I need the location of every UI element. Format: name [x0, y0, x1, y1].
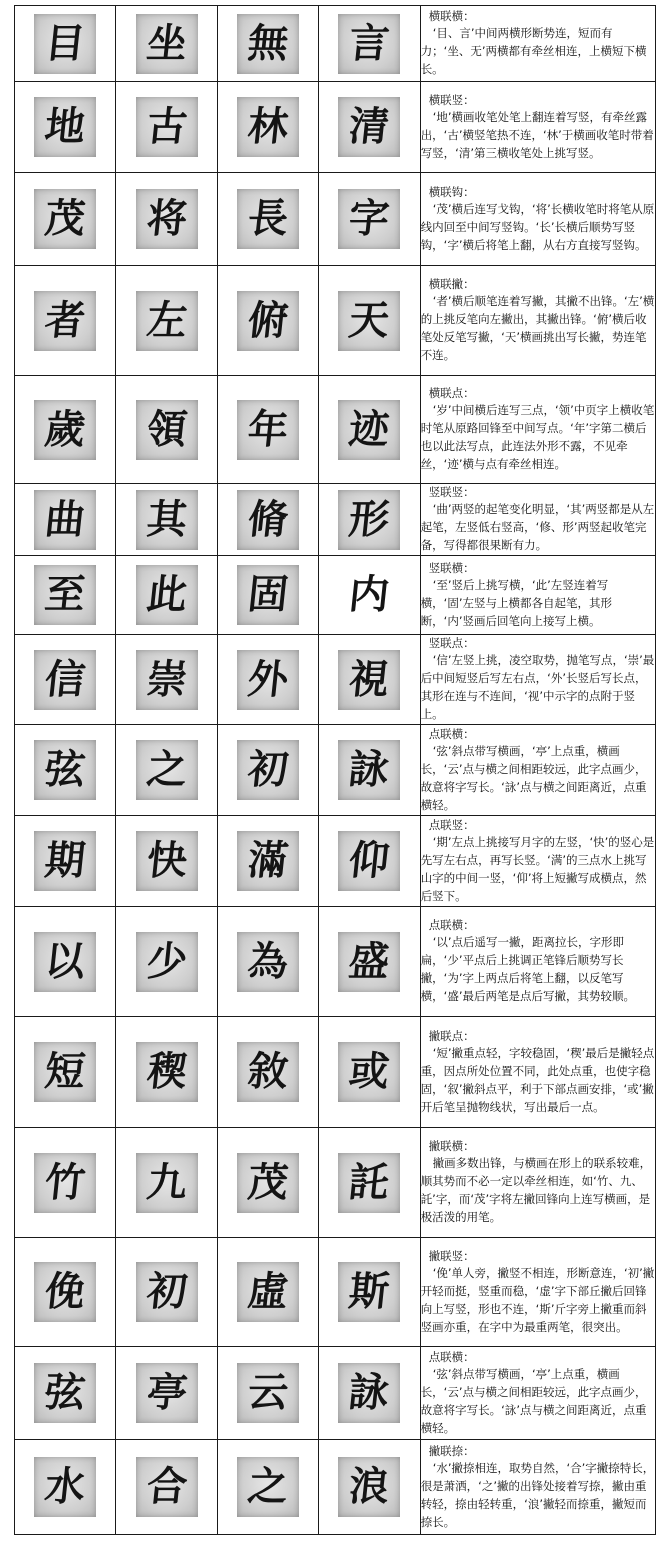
- calligraphy-glyph: 俯: [245, 296, 291, 344]
- calligraphy-glyph: 茂: [42, 195, 88, 242]
- table-row: [15, 907, 656, 1017]
- character-cell: [319, 6, 420, 82]
- character-cell: [217, 725, 318, 816]
- calligraphy-sample: [237, 1042, 299, 1102]
- calligraphy-sample: [338, 1153, 400, 1213]
- character-cell: [217, 1238, 318, 1347]
- calligraphy-glyph: 外: [245, 655, 291, 703]
- calligraphy-sample: [34, 1153, 96, 1213]
- calligraphy-glyph: 脩: [245, 495, 291, 543]
- table-row: [15, 725, 656, 816]
- character-cell: [217, 376, 318, 484]
- calligraphy-glyph: 崇: [144, 655, 190, 703]
- stroke-connection-title: 点联竖：: [428, 817, 475, 832]
- calligraphy-sample: [338, 1457, 400, 1517]
- calligraphy-sample: [338, 932, 400, 992]
- stroke-connection-title: 竖联横：: [428, 560, 475, 575]
- character-cell: [217, 266, 318, 376]
- calligraphy-glyph: 詠: [347, 1369, 392, 1416]
- calligraphy-sample: [338, 831, 400, 891]
- table-row: [15, 1440, 656, 1535]
- character-cell: [116, 173, 217, 266]
- calligraphy-glyph: 目: [42, 19, 88, 67]
- stroke-connection-title: 竖联点：: [428, 636, 475, 650]
- calligraphy-glyph: 滿: [245, 837, 291, 884]
- calligraphy-sample: [237, 14, 299, 74]
- calligraphy-sample: [237, 565, 299, 625]
- character-cell: [217, 173, 318, 266]
- character-cell: [116, 376, 217, 484]
- calligraphy-glyph: 字: [347, 195, 392, 242]
- character-cell: [116, 1440, 217, 1535]
- calligraphy-glyph: 古: [144, 103, 190, 150]
- calligraphy-sample: [136, 1363, 198, 1423]
- stroke-connection-title: 点联横：: [428, 918, 475, 932]
- character-cell: [116, 907, 217, 1017]
- character-cell: [319, 173, 420, 266]
- table-row: [15, 484, 656, 556]
- calligraphy-sample: [136, 291, 198, 351]
- calligraphy-sample: [237, 400, 299, 460]
- table-row: [15, 266, 656, 376]
- character-cell: [116, 556, 217, 635]
- calligraphy-sample: [34, 1262, 96, 1322]
- stroke-connection-description: ‘弦’斜点带写横画，‘亭’上点重，横画长，‘云’点与横之间相距较远，此字点画少，故意将字写长。‘詠’点与横之间距离近，点重横轻。: [420, 743, 647, 812]
- calligraphy-sample: [237, 1262, 299, 1322]
- character-cell: [116, 1238, 217, 1347]
- calligraphy-sample: [136, 1153, 198, 1213]
- character-cell: [217, 1347, 318, 1440]
- calligraphy-sample: [34, 97, 96, 157]
- calligraphy-sample: [237, 490, 299, 550]
- calligraphy-glyph: 之: [144, 746, 190, 793]
- character-cell: [15, 556, 116, 635]
- character-cell: [15, 82, 116, 173]
- stroke-connection-description: ‘茂’横后连写戈钩，‘将’长横收笔时将笔从原线内回至中间写竖钩。‘长’长横后顺势写竖钩，‘字’横后将笔上翻，从右方直接写竖钩。: [420, 201, 655, 252]
- table-row: [15, 6, 656, 82]
- character-cell: [217, 556, 318, 635]
- calligraphy-glyph: 天: [347, 296, 392, 344]
- calligraphy-glyph: 者: [42, 296, 88, 344]
- description-cell: [420, 816, 655, 907]
- calligraphy-sample: [136, 740, 198, 800]
- calligraphy-sample: [34, 1042, 96, 1102]
- stroke-connection-title: 撇联横：: [428, 1139, 475, 1153]
- character-cell: [116, 484, 217, 556]
- stroke-connection-description: ‘目、言’中间两横形断势连，短而有力；‘坐、无’两横都有牵丝相连，上横短下横长。: [420, 26, 647, 76]
- character-cell: [15, 376, 116, 484]
- character-cell: [217, 6, 318, 82]
- stroke-connection-title: 点联横：: [428, 726, 475, 741]
- table-row: [15, 82, 656, 173]
- calligraphy-sample: [338, 97, 400, 157]
- calligraphy-glyph: 弦: [42, 1369, 88, 1416]
- stroke-connection-description: ‘以’点后遥写一撇，距离拉长，字形即扁，‘少’平点后上挑调正笔锋后顺势写长撇，‘为’字上两点后将笔上翻，以反笔写横，‘盛’最后两笔是点后写撇，其势较顺。: [420, 935, 635, 1003]
- calligraphy-glyph: 期: [42, 837, 88, 884]
- character-cell: [319, 376, 420, 484]
- character-cell: [319, 82, 420, 173]
- character-cell: [217, 907, 318, 1017]
- description-cell: [420, 725, 655, 816]
- calligraphy-glyph: 清: [347, 103, 392, 150]
- stroke-connection-description: ‘信’左竖上挑，凌空取势，抛笔写点，‘崇’最后中间短竖后写左右点，‘外’长竖后写长点，其形在连与不连间，‘视’中示字的点附于竖上。: [420, 653, 655, 721]
- calligraphy-glyph: 快: [144, 837, 190, 884]
- description-cell: [420, 1128, 655, 1238]
- stroke-connection-title: 点联横：: [428, 1349, 475, 1364]
- description-cell: [420, 635, 655, 725]
- calligraphy-glyph: 固: [245, 571, 291, 618]
- description-cell: [420, 1238, 655, 1347]
- calligraphy-sample: [34, 490, 96, 550]
- character-cell: [15, 907, 116, 1017]
- stroke-connection-description: 撇画多数出锋，与横画在形上的联系较难，顺其势而不必一定以牵丝相连，如‘竹、九、託’字，而‘茂’字将左撇回锋向上连写横画，是极活泼的用笔。: [420, 1156, 652, 1224]
- character-cell: [15, 725, 116, 816]
- calligraphy-sample: [237, 650, 299, 710]
- calligraphy-sample: [338, 1363, 400, 1423]
- calligraphy-glyph: 稧: [144, 1048, 190, 1095]
- calligraphy-glyph: 将: [144, 195, 190, 242]
- calligraphy-glyph: 云: [245, 1369, 291, 1416]
- calligraphy-glyph: 亭: [144, 1369, 190, 1416]
- character-cell: [319, 907, 420, 1017]
- character-cell: [15, 173, 116, 266]
- table-row: [15, 173, 656, 266]
- stroke-connection-title: 撇联捺：: [428, 1443, 475, 1458]
- character-cell: [15, 816, 116, 907]
- calligraphy-glyph: 長: [245, 195, 291, 242]
- calligraphy-glyph: 詠: [347, 746, 392, 793]
- calligraphy-glyph: 初: [144, 1268, 190, 1315]
- calligraphy-glyph: 盛: [347, 937, 392, 985]
- calligraphy-sample: [34, 291, 96, 351]
- table-row: [15, 1017, 656, 1128]
- calligraphy-sample: [338, 1042, 400, 1102]
- character-cell: [217, 635, 318, 725]
- calligraphy-glyph: 託: [347, 1158, 392, 1206]
- character-cell: [217, 816, 318, 907]
- stroke-connection-description: ‘水’撇捺相连，取势自然，‘合’字撇捺特长，很是萧洒，‘之’撇的出锋处接着写捺，撇由重转轻，捺由轻转重，‘浪’撇轻而捺重，撇短而捺长。: [420, 1460, 655, 1529]
- character-cell: [15, 1017, 116, 1128]
- calligraphy-glyph: 内: [347, 571, 392, 618]
- table-row: [15, 1238, 656, 1347]
- calligraphy-sample: [136, 189, 198, 249]
- stroke-connection-title: 横联点：: [428, 386, 475, 400]
- calligraphy-glyph: 歲: [42, 405, 88, 453]
- calligraphy-glyph: 信: [42, 655, 88, 703]
- character-cell: [319, 266, 420, 376]
- calligraphy-sample: [136, 97, 198, 157]
- calligraphy-sample: [136, 1262, 198, 1322]
- calligraphy-sample: [34, 1457, 96, 1517]
- calligraphy-glyph: 此: [144, 571, 190, 618]
- calligraphy-glyph: 迹: [347, 405, 392, 453]
- character-cell: [15, 1238, 116, 1347]
- character-cell: [319, 484, 420, 556]
- character-cell: [116, 816, 217, 907]
- calligraphy-glyph: 年: [245, 405, 291, 453]
- character-cell: [15, 1347, 116, 1440]
- calligraphy-glyph: 為: [245, 937, 291, 985]
- calligraphy-glyph: 初: [245, 746, 291, 793]
- stroke-connection-description: ‘地’横画收笔处笔上翻连着写竖，有牵丝露出，‘古’横竖笔热不连，‘林’于横画收笔时带着写竖，‘清’第三横收笔处上挑写竖。: [420, 109, 654, 160]
- calligraphy-sample: [136, 650, 198, 710]
- description-cell: [420, 6, 655, 82]
- character-cell: [217, 1017, 318, 1128]
- calligraphy-sample: [34, 14, 96, 74]
- calligraphy-glyph: 言: [347, 19, 392, 67]
- calligraphy-sample: [136, 565, 198, 625]
- character-cell: [15, 266, 116, 376]
- calligraphy-table: [14, 5, 656, 1535]
- character-cell: [116, 82, 217, 173]
- character-cell: [15, 1440, 116, 1535]
- calligraphy-sample: [338, 291, 400, 351]
- calligraphy-sample: [34, 831, 96, 891]
- calligraphy-glyph: 其: [144, 495, 190, 543]
- calligraphy-glyph: 地: [42, 103, 88, 150]
- calligraphy-glyph: 仰: [347, 837, 392, 884]
- calligraphy-glyph: 無: [245, 19, 291, 67]
- stroke-connection-title: 横联钩：: [428, 184, 475, 199]
- calligraphy-sample: [34, 565, 96, 625]
- character-cell: [319, 1128, 420, 1238]
- description-cell: [420, 1347, 655, 1440]
- character-cell: [217, 1128, 318, 1238]
- calligraphy-sample: [136, 932, 198, 992]
- calligraphy-sample: [237, 1457, 299, 1517]
- character-cell: [319, 725, 420, 816]
- character-cell: [319, 1017, 420, 1128]
- calligraphy-glyph: 之: [245, 1463, 291, 1510]
- character-cell: [116, 1017, 217, 1128]
- stroke-connection-title: 竖联竖：: [428, 485, 475, 499]
- calligraphy-sample: [237, 189, 299, 249]
- calligraphy-sample: [338, 1262, 400, 1322]
- description-cell: [420, 556, 655, 635]
- calligraphy-glyph: 俛: [42, 1268, 88, 1315]
- calligraphy-sample: [136, 490, 198, 550]
- calligraphy-sample: [237, 932, 299, 992]
- calligraphy-sample: [34, 740, 96, 800]
- calligraphy-glyph: 視: [347, 655, 392, 703]
- table-row: [15, 1128, 656, 1238]
- stroke-connection-title: 横联横：: [428, 9, 475, 23]
- calligraphy-glyph: 弦: [42, 746, 88, 793]
- stroke-connection-title: 撇联点：: [428, 1028, 475, 1043]
- calligraphy-glyph: 林: [245, 103, 291, 150]
- character-cell: [15, 1128, 116, 1238]
- calligraphy-glyph: 曲: [42, 495, 88, 543]
- character-cell: [217, 82, 318, 173]
- character-cell: [319, 556, 420, 635]
- calligraphy-glyph: 短: [42, 1048, 88, 1095]
- calligraphy-sample: [34, 932, 96, 992]
- calligraphy-glyph: 少: [144, 937, 190, 985]
- calligraphy-sample: [338, 400, 400, 460]
- stroke-connection-title: 横联撇：: [428, 277, 475, 291]
- character-cell: [319, 635, 420, 725]
- character-cell: [116, 1128, 217, 1238]
- calligraphy-glyph: 浪: [347, 1463, 392, 1510]
- calligraphy-sample: [34, 650, 96, 710]
- description-cell: [420, 484, 655, 556]
- stroke-connection-title: 撇联竖：: [428, 1248, 475, 1263]
- calligraphy-sample: [136, 1042, 198, 1102]
- description-cell: [420, 907, 655, 1017]
- character-cell: [15, 6, 116, 82]
- character-cell: [116, 725, 217, 816]
- description-cell: [420, 1440, 655, 1535]
- calligraphy-sample: [237, 740, 299, 800]
- stroke-connection-description: ‘岁’中间横后连写三点，‘领’中页字上横收笔时笔从原路回锋至中间写点。‘年’字第二横后也以此法写点，此连法外形不露，不见牵丝，‘迹’横与点有牵丝相连。: [420, 403, 655, 471]
- stroke-connection-description: ‘短’撇重点轻，字较稳固，‘稧’最后是撇轻点重，因点所处位置不同，此处点重，也使字稳固，‘叙’撇斜点平，利于下部点画安排，‘或’撇开后笔呈抛物线状，写出最后一点。: [420, 1045, 655, 1114]
- calligraphy-sample: [136, 14, 198, 74]
- calligraphy-sample: [338, 189, 400, 249]
- description-cell: [420, 266, 655, 376]
- calligraphy-glyph: 敘: [245, 1048, 291, 1095]
- character-cell: [15, 484, 116, 556]
- calligraphy-sample: [338, 565, 400, 625]
- calligraphy-glyph: 竹: [42, 1158, 88, 1206]
- character-cell: [319, 1347, 420, 1440]
- character-cell: [217, 1440, 318, 1535]
- description-cell: [420, 173, 655, 266]
- calligraphy-glyph: 形: [347, 495, 392, 543]
- character-cell: [319, 816, 420, 907]
- table-row: [15, 376, 656, 484]
- calligraphy-glyph: 至: [42, 571, 88, 618]
- calligraphy-glyph: 合: [144, 1463, 190, 1510]
- calligraphy-sample: [237, 1363, 299, 1423]
- calligraphy-glyph: 虛: [245, 1268, 291, 1315]
- calligraphy-glyph: 坐: [144, 19, 190, 67]
- calligraphy-glyph: 左: [144, 296, 190, 344]
- stroke-connection-description: ‘俛’单人旁，撇竖不相连，形断意连，‘初’撇开轻而挺，竖重而稳，‘虚’字下部丘撇后回锋向上写竖，形也不连，‘斯’斤字旁上撇重而斜竖画亦重，在字中为最重两笔，很突出。: [420, 1265, 655, 1334]
- calligraphy-glyph: 或: [347, 1048, 392, 1095]
- character-cell: [116, 6, 217, 82]
- calligraphy-sample: [338, 650, 400, 710]
- stroke-connection-description: ‘者’横后顺笔连着写撇，其撇不出锋。‘左’横的上挑反笔向左撇出，其撇出锋。‘俯’横后收笔处反笔写撇，‘天’横画挑出写长撇，势连笔不连。: [420, 294, 655, 362]
- calligraphy-sample: [136, 1457, 198, 1517]
- calligraphy-sample: [338, 14, 400, 74]
- calligraphy-sample: [136, 831, 198, 891]
- calligraphy-sample: [237, 831, 299, 891]
- character-cell: [15, 635, 116, 725]
- calligraphy-sample: [338, 490, 400, 550]
- description-cell: [420, 82, 655, 173]
- calligraphy-sample: [338, 740, 400, 800]
- description-cell: [420, 376, 655, 484]
- stroke-connection-description: ‘至’竖后上挑写横，‘此’左竖连着写横，‘固’左竖与上横都各自起笔，其形断，‘内’竖画后回笔向上接写上横。: [420, 577, 612, 628]
- stroke-connection-description: ‘弦’斜点带写横画，‘亭’上点重，横画长，‘云’点与横之间相距较远，此字点画少，故意将字写长。‘詠’点与横之间距离近，点重横轻。: [420, 1366, 647, 1435]
- table-row: [15, 556, 656, 635]
- stroke-connection-description: ‘曲’两竖的起笔变化明显，‘其’两竖都是从左起笔，左竖低右竖高，‘修、形’两竖起收笔完备，写得都很果断有力。: [420, 502, 655, 552]
- stroke-connection-description: ‘期’左点上挑接写月字的左竖，‘快’的竖心是先写左右点，再写长竖。‘满’的三点水上挑写山字的中间一竖，‘仰’将上短撇写成横点，然后竖下。: [420, 834, 655, 903]
- character-cell: [319, 1238, 420, 1347]
- character-cell: [116, 635, 217, 725]
- calligraphy-glyph: 以: [42, 937, 88, 985]
- calligraphy-glyph: 九: [144, 1158, 190, 1206]
- calligraphy-sample: [237, 1153, 299, 1213]
- calligraphy-sample: [237, 291, 299, 351]
- table-row: [15, 816, 656, 907]
- calligraphy-glyph: 斯: [347, 1268, 392, 1315]
- character-cell: [116, 266, 217, 376]
- calligraphy-glyph: 水: [42, 1463, 88, 1510]
- character-cell: [217, 484, 318, 556]
- calligraphy-sample: [34, 400, 96, 460]
- calligraphy-sample: [136, 400, 198, 460]
- table-row: [15, 1347, 656, 1440]
- calligraphy-sample: [34, 189, 96, 249]
- description-cell: [420, 1017, 655, 1128]
- calligraphy-glyph: 茂: [245, 1158, 291, 1206]
- calligraphy-glyph: 領: [144, 405, 190, 453]
- character-cell: [116, 1347, 217, 1440]
- table-row: [15, 635, 656, 725]
- stroke-connection-title: 横联竖：: [428, 92, 475, 107]
- calligraphy-sample: [237, 97, 299, 157]
- calligraphy-sample: [34, 1363, 96, 1423]
- character-cell: [319, 1440, 420, 1535]
